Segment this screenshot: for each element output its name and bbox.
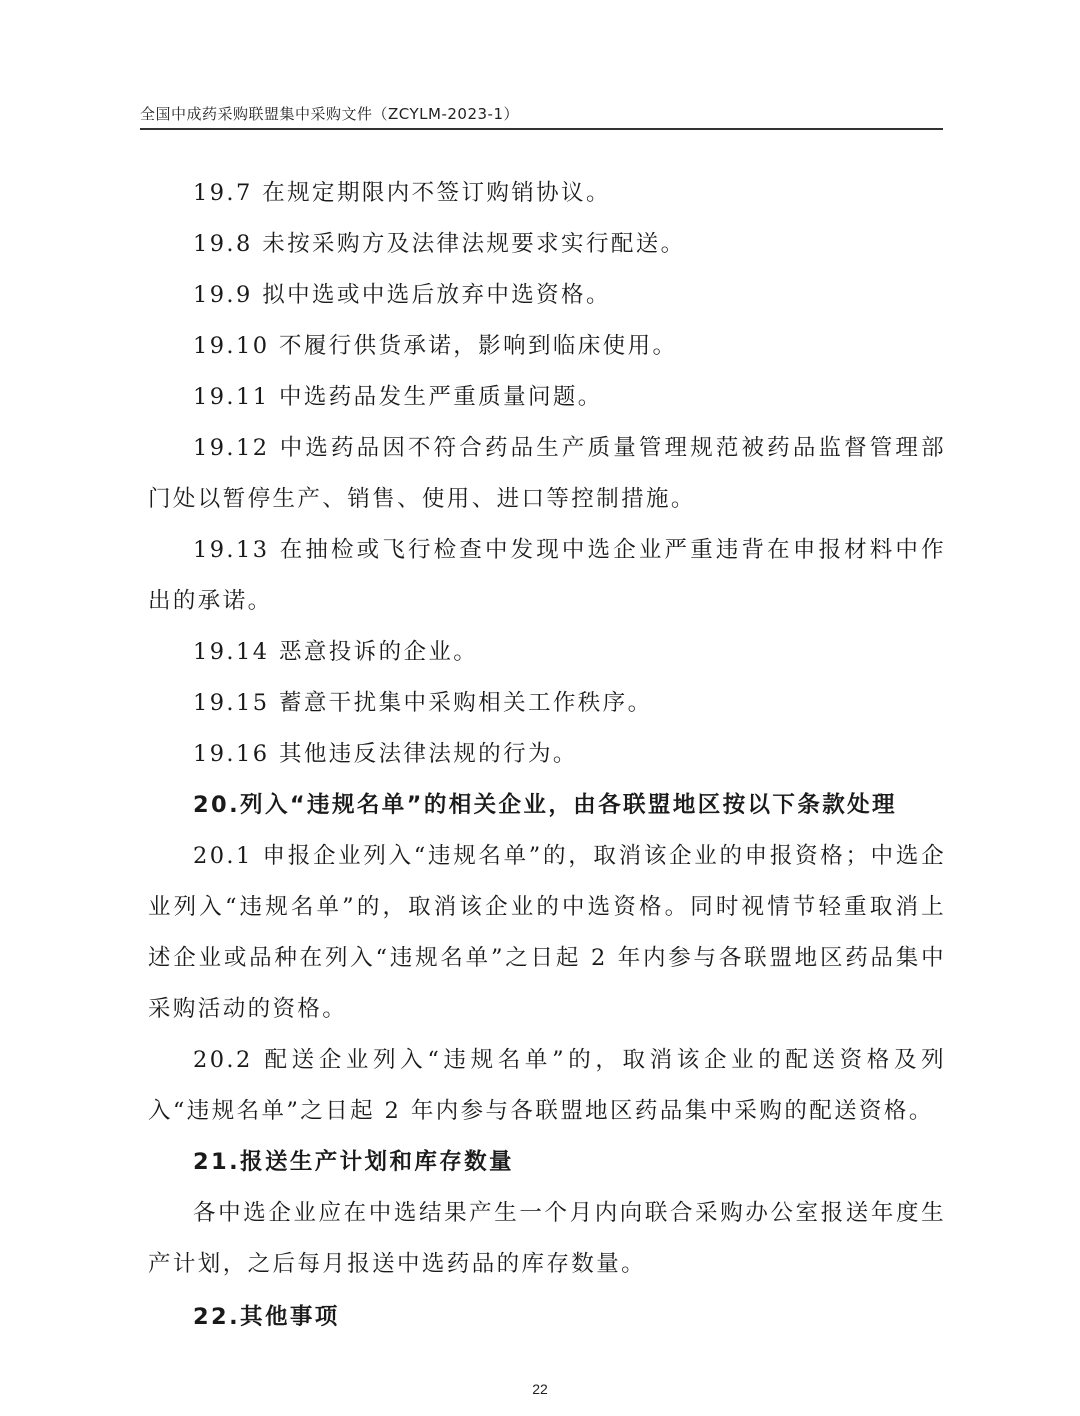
- clause-19-8: 19.8 未按采购方及法律法规要求实行配送。: [193, 231, 686, 257]
- clause-19-12: 19.12 中选药品因不符合药品生产质量管理规范被药品监督管理部门处以暂停生产、销售、使用、进口等控制措施。: [148, 435, 946, 512]
- section-21-heading: 21.报送生产计划和库存数量: [193, 1149, 514, 1175]
- clause-19-9: 19.9 拟中选或中选后放弃中选资格。: [193, 282, 611, 308]
- clause-19-11: 19.11 中选药品发生严重质量问题。: [193, 384, 603, 410]
- clause-19-7: 19.7 在规定期限内不签订购销协议。: [193, 180, 611, 206]
- clause-20-2: 20.2 配送企业列入“违规名单”的，取消该企业的配送资格及列入“违规名单”之日起 2 年内参与各联盟地区药品集中采购的配送资格。: [148, 1047, 946, 1124]
- header-divider: [140, 128, 943, 130]
- page-number: 22: [532, 1381, 548, 1397]
- clause-19-10: 19.10 不履行供货承诺，影响到临床使用。: [193, 333, 678, 359]
- clause-20-1: 20.1 申报企业列入“违规名单”的，取消该企业的申报资格；中选企业列入“违规名单”的，取消该企业的中选资格。同时视情节轻重取消上述企业或品种在列入“违规名单”之日起 2 年内参与各联盟地区药品集中采购活动的资格。: [148, 843, 946, 1022]
- document-body: [148, 168, 946, 1343]
- clause-19-14: 19.14 恶意投诉的企业。: [193, 639, 479, 665]
- clause-19-13: 19.13 在抽检或飞行检查中发现中选企业严重违背在申报材料中作出的承诺。: [148, 537, 946, 614]
- section-21-text: 各中选企业应在中选结果产生一个月内向联合采购办公室报送年度生产计划，之后每月报送中选药品的库存数量。: [148, 1200, 946, 1277]
- clause-19-16: 19.16 其他违反法律法规的行为。: [193, 741, 578, 767]
- section-20-heading: 20.列入“违规名单”的相关企业，由各联盟地区按以下条款处理: [193, 792, 897, 818]
- clause-19-15: 19.15 蓄意干扰集中采购相关工作秩序。: [193, 690, 653, 716]
- section-22-heading: 22.其他事项: [193, 1304, 340, 1330]
- document-header: 全国中成药采购联盟集中采购文件（ZCYLM-2023-1）: [140, 105, 519, 123]
